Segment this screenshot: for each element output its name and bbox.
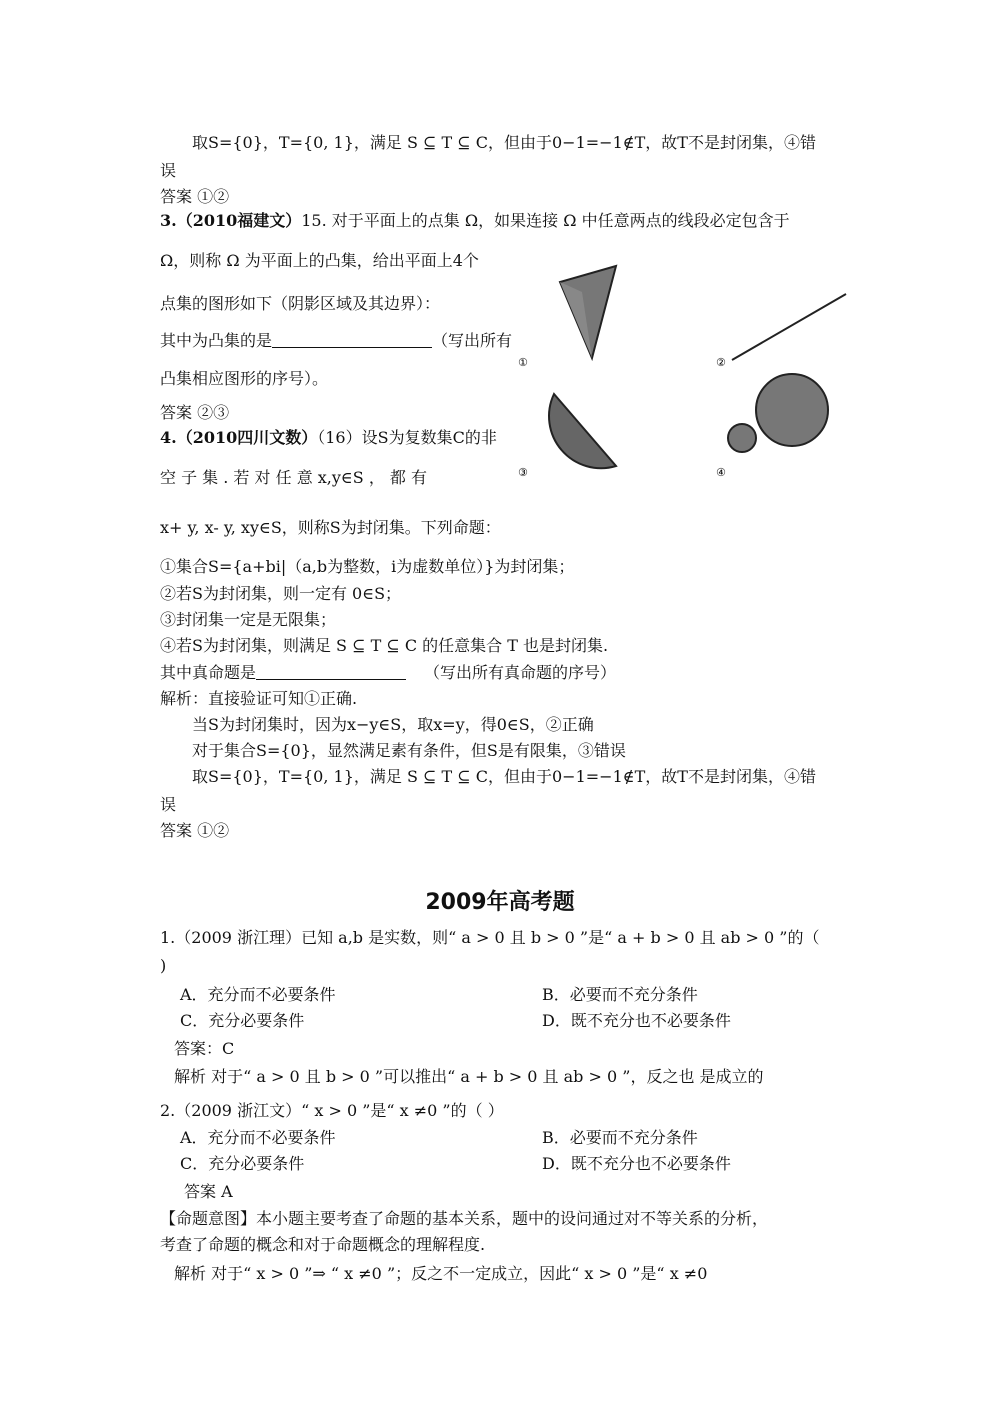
text: （16）设S为复数集C的非 bbox=[317, 428, 497, 447]
option-d: D．既不充分也不必要条件 bbox=[542, 1154, 731, 1173]
answer-line: 答案 ①② bbox=[160, 187, 230, 206]
shape-3 bbox=[549, 394, 616, 468]
solution-line: 解析：直接验证可知①正确. bbox=[160, 689, 358, 708]
proposition-3: ③封闭集一定是无限集； bbox=[160, 610, 337, 629]
option-a: A．充分而不必要条件 bbox=[180, 1128, 336, 1147]
question-3-head: 3.（2010福建文） bbox=[160, 211, 302, 230]
figure-svg bbox=[510, 262, 850, 482]
question-3-line bbox=[160, 210, 790, 232]
problem-1-stem-end: ) bbox=[160, 956, 167, 975]
option-b: B．必要而不充分条件 bbox=[542, 985, 698, 1004]
figure-label-4: ④ bbox=[716, 466, 726, 479]
analysis-line: 解析 对于“ x > 0 ”⇒ “ x ≠0 ”；反之不一定成立，因此“ x > 0 ”是“ x ≠0 bbox=[174, 1264, 708, 1283]
option-c: C．充分必要条件 bbox=[180, 1154, 305, 1173]
question-4-head: 4.（2010四川文数） bbox=[160, 428, 318, 447]
answer-line: 答案 ②③ bbox=[160, 403, 230, 422]
problem-1-stem: 1.（2009 浙江理）已知 a,b 是实数，则“ a > 0 且 b > 0 ”是“ a + b > 0 且 ab > 0 ”的（ bbox=[160, 928, 820, 947]
text: 其中真命题是 bbox=[160, 663, 257, 682]
answer-line: 答案 ①② bbox=[160, 821, 230, 840]
solution-line: 误 bbox=[160, 795, 177, 814]
solution-line: 当S为封闭集时，因为x−y∈S，取x=y，得0∈S，②正确 bbox=[192, 715, 594, 734]
solution-line: 对于集合S={0}，显然满足素有条件，但S是有限集，③错误 bbox=[192, 741, 626, 760]
proposition-4: ④若S为封闭集，则满足 S ⊆ T ⊆ C 的任意集合 T 也是封闭集. bbox=[160, 636, 609, 655]
option-a: A．充分而不必要条件 bbox=[180, 985, 336, 1004]
text: 其中为凸集的是 bbox=[160, 331, 273, 350]
answer-line: 答案 A bbox=[184, 1182, 233, 1201]
problem-2-stem: 2.（2009 浙江文）“ x > 0 ”是“ x ≠0 ”的（ ） bbox=[160, 1101, 504, 1120]
figure-label-3: ③ bbox=[518, 466, 528, 479]
question-4-line bbox=[160, 427, 497, 449]
text: 15. 对于平面上的点集 Ω，如果连接 Ω 中任意两点的线段必定包含于 bbox=[301, 211, 790, 230]
convex-sets-figure bbox=[510, 262, 850, 482]
text: （写出所有真命题的序号） bbox=[424, 663, 617, 682]
section-title: 2009年高考题 bbox=[425, 890, 575, 915]
option-c: C．充分必要条件 bbox=[180, 1011, 305, 1030]
intent-line: 【命题意图】本小题主要考查了命题的基本关系，题中的设问通过对不等关系的分析， bbox=[160, 1209, 769, 1228]
text-line: Ω，则称 Ω 为平面上的凸集，给出平面上4个 bbox=[160, 251, 479, 270]
figure-label-1: ① bbox=[518, 356, 528, 369]
solution-line: 取S={0}，T={0, 1}，满足 S ⊆ T ⊆ C，但由于0−1=−1∉T，故T不是封闭集，④错 bbox=[192, 767, 816, 786]
proposition-1: ①集合S={a+bi|（a,b为整数，i为虚数单位）}为封闭集； bbox=[160, 557, 575, 576]
shape-4-small bbox=[728, 424, 756, 452]
text-line: 点集的图形如下（阴影区域及其边界）： bbox=[160, 294, 441, 313]
text: （写出所有 bbox=[432, 331, 513, 350]
intent-line: 考查了命题的概念和对于命题概念的理解程度. bbox=[160, 1235, 486, 1254]
text-line: 凸集相应图形的序号）。 bbox=[160, 369, 329, 388]
figure-label-2: ② bbox=[716, 356, 726, 369]
answer-line: 答案：C bbox=[174, 1039, 235, 1058]
option-d: D．既不充分也不必要条件 bbox=[542, 1011, 731, 1030]
answer-blank bbox=[272, 333, 432, 348]
answer-blank bbox=[256, 665, 406, 680]
option-b: B．必要而不充分条件 bbox=[542, 1128, 698, 1147]
analysis-line: 解析 对于“ a > 0 且 b > 0 ”可以推出“ a + b > 0 且 ab > 0 ”，反之也 是成立的 bbox=[174, 1067, 764, 1086]
text-line: 取S={0}，T={0, 1}，满足 S ⊆ T ⊆ C，但由于0−1=−1∉T，故T不是封闭集，④错 bbox=[192, 133, 816, 152]
text-line bbox=[160, 662, 616, 684]
text-line: 误 bbox=[160, 161, 177, 180]
text-line: x+ y, x- y, xy∈S，则称S为封闭集。下列命题： bbox=[160, 518, 501, 537]
proposition-2: ②若S为封闭集，则一定有 0∈S； bbox=[160, 584, 402, 603]
shape-2 bbox=[732, 294, 846, 360]
text-line: 空 子 集 . 若 对 任 意 x,y∈S ， 都 有 bbox=[160, 468, 427, 487]
text-line bbox=[160, 330, 512, 352]
shape-4-large bbox=[756, 374, 828, 446]
